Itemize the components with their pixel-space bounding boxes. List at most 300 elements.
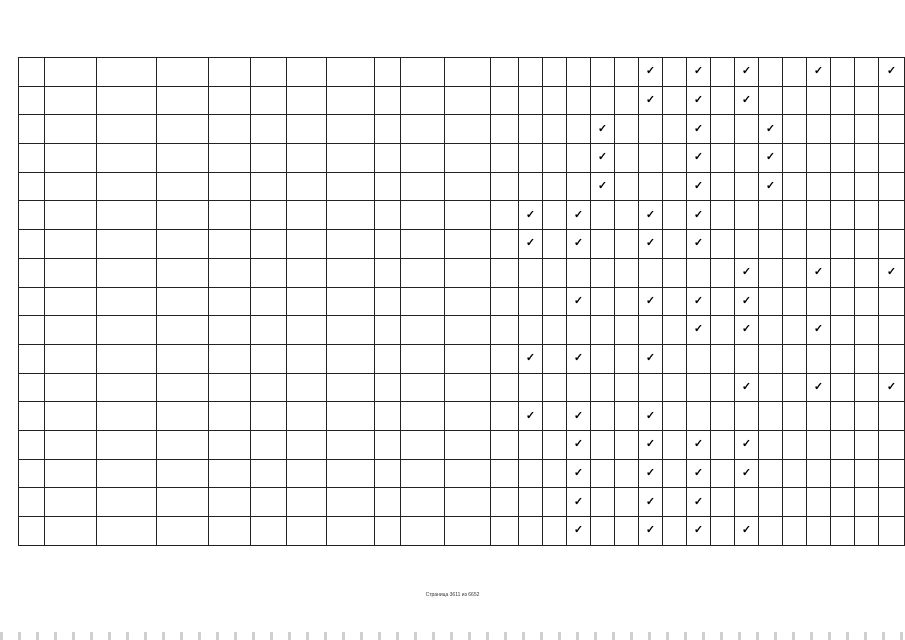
check-mark-icon: ✓ xyxy=(687,287,711,316)
table-row xyxy=(19,316,905,345)
table-cell xyxy=(491,86,519,115)
table-cell xyxy=(327,402,375,431)
table-cell xyxy=(855,201,879,230)
table-cell xyxy=(615,115,639,144)
table-cell xyxy=(639,115,663,144)
table-cell xyxy=(663,287,687,316)
table-cell xyxy=(831,517,855,546)
table-cell xyxy=(445,258,491,287)
table-cell xyxy=(251,230,287,259)
table-cell xyxy=(759,459,783,488)
table-cell xyxy=(401,58,445,87)
table-cell xyxy=(639,316,663,345)
table-cell xyxy=(687,402,711,431)
table-cell xyxy=(711,58,735,87)
table-cell xyxy=(401,459,445,488)
table-cell xyxy=(251,144,287,173)
table-cell xyxy=(831,344,855,373)
table-row xyxy=(19,459,905,488)
table-cell xyxy=(19,172,45,201)
table-cell xyxy=(879,517,905,546)
table-cell xyxy=(375,258,401,287)
table-cell xyxy=(375,115,401,144)
table-cell xyxy=(157,316,209,345)
table-cell xyxy=(615,373,639,402)
table-cell xyxy=(759,58,783,87)
table-cell xyxy=(519,373,543,402)
check-mark-icon: ✓ xyxy=(735,430,759,459)
table-cell xyxy=(735,201,759,230)
table-cell xyxy=(19,201,45,230)
check-mark-icon: ✓ xyxy=(591,115,615,144)
check-mark-icon: ✓ xyxy=(639,430,663,459)
table-cell xyxy=(251,402,287,431)
table-cell xyxy=(735,115,759,144)
table-cell xyxy=(735,172,759,201)
table-cell xyxy=(327,488,375,517)
table-cell xyxy=(45,316,97,345)
table-cell xyxy=(615,287,639,316)
check-mark-icon: ✓ xyxy=(687,144,711,173)
table-cell xyxy=(711,287,735,316)
table-cell xyxy=(327,344,375,373)
table-cell xyxy=(209,402,251,431)
table-cell xyxy=(401,402,445,431)
table-cell xyxy=(251,58,287,87)
table-cell xyxy=(445,201,491,230)
table-cell xyxy=(615,230,639,259)
table-cell xyxy=(687,344,711,373)
table-cell xyxy=(639,373,663,402)
table-cell xyxy=(591,287,615,316)
table-cell xyxy=(375,230,401,259)
table-cell xyxy=(445,144,491,173)
check-mark-icon: ✓ xyxy=(639,230,663,259)
page-number: Страница 3611 из 6652 xyxy=(425,592,480,598)
check-mark-icon: ✓ xyxy=(567,459,591,488)
check-mark-icon: ✓ xyxy=(639,517,663,546)
table-cell xyxy=(45,459,97,488)
table-cell xyxy=(491,58,519,87)
table-cell xyxy=(327,86,375,115)
table-cell xyxy=(663,144,687,173)
table-cell xyxy=(287,201,327,230)
table-row xyxy=(19,201,905,230)
table-cell xyxy=(663,201,687,230)
table-cell xyxy=(543,316,567,345)
table-cell xyxy=(401,316,445,345)
table-cell xyxy=(45,115,97,144)
table-cell xyxy=(519,115,543,144)
table-cell xyxy=(19,86,45,115)
table-cell xyxy=(783,230,807,259)
table-cell xyxy=(759,488,783,517)
table-cell xyxy=(251,488,287,517)
table-row xyxy=(19,287,905,316)
table-cell xyxy=(45,86,97,115)
table-cell xyxy=(401,430,445,459)
table-cell xyxy=(209,287,251,316)
table-cell xyxy=(543,459,567,488)
table-cell xyxy=(491,201,519,230)
table-cell xyxy=(97,344,157,373)
table-cell xyxy=(831,373,855,402)
table-cell xyxy=(831,402,855,431)
table-cell xyxy=(855,402,879,431)
table-cell xyxy=(97,115,157,144)
table-cell xyxy=(543,230,567,259)
table-row xyxy=(19,144,905,173)
table-cell xyxy=(879,201,905,230)
check-mark-icon: ✓ xyxy=(807,58,831,87)
check-mark-icon: ✓ xyxy=(735,316,759,345)
table-cell xyxy=(543,172,567,201)
check-mark-icon: ✓ xyxy=(807,373,831,402)
table-cell xyxy=(375,201,401,230)
check-mark-icon: ✓ xyxy=(759,172,783,201)
table-cell xyxy=(209,230,251,259)
table-cell xyxy=(831,172,855,201)
table-cell xyxy=(445,402,491,431)
table-cell xyxy=(327,172,375,201)
table-cell xyxy=(45,287,97,316)
check-mark-icon: ✓ xyxy=(567,430,591,459)
table-cell xyxy=(491,230,519,259)
table-cell xyxy=(783,115,807,144)
table-cell xyxy=(401,144,445,173)
table-cell xyxy=(209,172,251,201)
check-mark-icon: ✓ xyxy=(639,344,663,373)
table-cell xyxy=(251,86,287,115)
table-cell xyxy=(209,144,251,173)
table-cell xyxy=(445,172,491,201)
table-cell xyxy=(663,316,687,345)
table-cell xyxy=(615,488,639,517)
table-row xyxy=(19,402,905,431)
table-cell xyxy=(97,402,157,431)
check-mark-icon: ✓ xyxy=(567,287,591,316)
table-cell xyxy=(831,115,855,144)
table-cell xyxy=(157,373,209,402)
table-cell xyxy=(401,488,445,517)
table-cell xyxy=(287,115,327,144)
table-cell xyxy=(327,517,375,546)
binder-hole-strip xyxy=(0,632,905,640)
table-cell xyxy=(445,316,491,345)
table-cell xyxy=(401,115,445,144)
table-cell xyxy=(157,86,209,115)
table-cell xyxy=(97,58,157,87)
table-cell xyxy=(855,459,879,488)
table-cell xyxy=(663,115,687,144)
table-cell xyxy=(157,430,209,459)
table-cell xyxy=(759,344,783,373)
table-cell xyxy=(783,402,807,431)
table-cell xyxy=(251,172,287,201)
table-cell xyxy=(759,430,783,459)
table-cell xyxy=(445,488,491,517)
table-cell xyxy=(735,402,759,431)
table-cell xyxy=(639,144,663,173)
check-mark-icon: ✓ xyxy=(879,58,905,87)
table-cell xyxy=(519,488,543,517)
table-cell xyxy=(615,144,639,173)
table-row xyxy=(19,58,905,87)
table-cell xyxy=(45,258,97,287)
check-mark-icon: ✓ xyxy=(687,517,711,546)
table-cell xyxy=(157,287,209,316)
check-mark-icon: ✓ xyxy=(519,201,543,230)
table-cell xyxy=(807,459,831,488)
table-cell xyxy=(157,488,209,517)
check-mark-icon: ✓ xyxy=(759,115,783,144)
table-cell xyxy=(663,430,687,459)
table-cell xyxy=(855,258,879,287)
table-cell xyxy=(287,488,327,517)
check-mark-icon: ✓ xyxy=(735,459,759,488)
table-cell xyxy=(445,517,491,546)
table-cell xyxy=(879,316,905,345)
table-cell xyxy=(401,230,445,259)
table-cell xyxy=(831,258,855,287)
table-cell xyxy=(783,344,807,373)
table-cell xyxy=(375,459,401,488)
table-cell xyxy=(711,201,735,230)
check-mark-icon: ✓ xyxy=(567,517,591,546)
table-cell xyxy=(45,230,97,259)
table-cell xyxy=(209,373,251,402)
table-cell xyxy=(375,488,401,517)
table-row xyxy=(19,115,905,144)
table-cell xyxy=(879,402,905,431)
table-cell xyxy=(45,172,97,201)
table-cell xyxy=(591,201,615,230)
table-cell xyxy=(97,172,157,201)
table-cell xyxy=(375,144,401,173)
check-mark-icon: ✓ xyxy=(639,488,663,517)
table-cell xyxy=(45,402,97,431)
check-mark-icon: ✓ xyxy=(759,144,783,173)
table-cell xyxy=(375,86,401,115)
table-cell xyxy=(879,172,905,201)
table-cell xyxy=(663,258,687,287)
table-cell xyxy=(445,230,491,259)
table-cell xyxy=(855,488,879,517)
table-cell xyxy=(209,430,251,459)
table-cell xyxy=(663,402,687,431)
check-mark-icon: ✓ xyxy=(591,144,615,173)
table-cell xyxy=(251,430,287,459)
table-cell xyxy=(591,517,615,546)
table-cell xyxy=(97,459,157,488)
check-mark-icon: ✓ xyxy=(687,86,711,115)
table-cell xyxy=(19,344,45,373)
table-cell xyxy=(543,488,567,517)
table-cell xyxy=(287,86,327,115)
table-cell xyxy=(591,402,615,431)
table-row xyxy=(19,430,905,459)
table-cell xyxy=(807,86,831,115)
table-cell xyxy=(879,230,905,259)
table-cell xyxy=(615,402,639,431)
table-cell xyxy=(401,287,445,316)
table-cell xyxy=(157,402,209,431)
check-mark-icon: ✓ xyxy=(519,230,543,259)
check-mark-icon: ✓ xyxy=(879,373,905,402)
check-mark-icon: ✓ xyxy=(687,172,711,201)
table-cell xyxy=(491,344,519,373)
table-cell xyxy=(19,402,45,431)
table-cell xyxy=(735,344,759,373)
check-mark-icon: ✓ xyxy=(567,201,591,230)
table-cell xyxy=(445,287,491,316)
table-cell xyxy=(97,258,157,287)
table-cell xyxy=(735,144,759,173)
table-cell xyxy=(543,287,567,316)
table-cell xyxy=(879,430,905,459)
table-cell xyxy=(807,430,831,459)
check-mark-icon: ✓ xyxy=(687,430,711,459)
table-cell xyxy=(519,144,543,173)
table-cell xyxy=(663,459,687,488)
table-cell xyxy=(615,430,639,459)
check-mark-icon: ✓ xyxy=(687,459,711,488)
table-cell xyxy=(401,258,445,287)
table-cell xyxy=(97,316,157,345)
table-row xyxy=(19,344,905,373)
table-row xyxy=(19,86,905,115)
table-cell xyxy=(45,488,97,517)
check-mark-icon: ✓ xyxy=(519,344,543,373)
table-cell xyxy=(543,201,567,230)
table-cell xyxy=(783,316,807,345)
table-cell xyxy=(251,201,287,230)
table-cell xyxy=(157,517,209,546)
table-cell xyxy=(19,115,45,144)
table-cell xyxy=(879,287,905,316)
check-mark-icon: ✓ xyxy=(879,258,905,287)
table-cell xyxy=(445,459,491,488)
table-cell xyxy=(327,58,375,87)
table-cell xyxy=(567,58,591,87)
table-cell xyxy=(157,459,209,488)
table-row xyxy=(19,517,905,546)
table-cell xyxy=(783,488,807,517)
check-mark-icon: ✓ xyxy=(807,316,831,345)
table-row xyxy=(19,230,905,259)
table-cell xyxy=(759,373,783,402)
table-cell xyxy=(327,316,375,345)
table-cell xyxy=(19,316,45,345)
table-cell xyxy=(251,373,287,402)
table-cell xyxy=(543,258,567,287)
table-cell xyxy=(287,258,327,287)
check-mark-icon: ✓ xyxy=(639,287,663,316)
table-cell xyxy=(591,58,615,87)
table-cell xyxy=(519,86,543,115)
table-cell xyxy=(615,344,639,373)
table-cell xyxy=(783,430,807,459)
table-cell xyxy=(711,172,735,201)
table-cell xyxy=(19,430,45,459)
table-cell xyxy=(209,258,251,287)
table-cell xyxy=(543,402,567,431)
table-cell xyxy=(759,287,783,316)
table-cell xyxy=(663,58,687,87)
table-cell xyxy=(491,459,519,488)
table-cell xyxy=(375,58,401,87)
table-cell xyxy=(711,230,735,259)
table-cell xyxy=(45,373,97,402)
table-cell xyxy=(45,517,97,546)
table-cell xyxy=(401,373,445,402)
table-cell xyxy=(543,58,567,87)
table-cell xyxy=(157,58,209,87)
table-cell xyxy=(807,344,831,373)
table-cell xyxy=(287,287,327,316)
table-cell xyxy=(831,488,855,517)
table-cell xyxy=(855,287,879,316)
table-cell xyxy=(711,402,735,431)
table-cell xyxy=(445,344,491,373)
table-cell xyxy=(591,344,615,373)
table-cell xyxy=(759,316,783,345)
table-cell xyxy=(45,144,97,173)
table-cell xyxy=(807,201,831,230)
table-row xyxy=(19,373,905,402)
check-mark-icon: ✓ xyxy=(687,230,711,259)
table-cell xyxy=(783,287,807,316)
table-cell xyxy=(855,517,879,546)
table-cell xyxy=(567,258,591,287)
table-cell xyxy=(327,373,375,402)
table-cell xyxy=(711,258,735,287)
table-cell xyxy=(97,373,157,402)
table-cell xyxy=(687,258,711,287)
check-mark-icon: ✓ xyxy=(639,86,663,115)
table-cell xyxy=(663,517,687,546)
check-mark-icon: ✓ xyxy=(519,402,543,431)
table-cell xyxy=(19,230,45,259)
table-cell xyxy=(97,287,157,316)
table-cell xyxy=(639,172,663,201)
table-cell xyxy=(287,230,327,259)
table-cell xyxy=(519,430,543,459)
check-mark-icon: ✓ xyxy=(591,172,615,201)
table-cell xyxy=(615,58,639,87)
table-cell xyxy=(209,316,251,345)
table-cell xyxy=(783,144,807,173)
table-cell xyxy=(287,344,327,373)
table-cell xyxy=(615,517,639,546)
table-cell xyxy=(615,459,639,488)
table-cell xyxy=(855,430,879,459)
table-cell xyxy=(97,201,157,230)
table-cell xyxy=(19,144,45,173)
table-cell xyxy=(157,115,209,144)
table-cell xyxy=(711,517,735,546)
table-cell xyxy=(45,430,97,459)
table-cell xyxy=(287,144,327,173)
table-cell xyxy=(375,344,401,373)
table-cell xyxy=(807,115,831,144)
table-cell xyxy=(807,287,831,316)
table-cell xyxy=(401,172,445,201)
table-cell xyxy=(327,230,375,259)
table-cell xyxy=(491,172,519,201)
table-cell xyxy=(831,230,855,259)
table-cell xyxy=(491,144,519,173)
